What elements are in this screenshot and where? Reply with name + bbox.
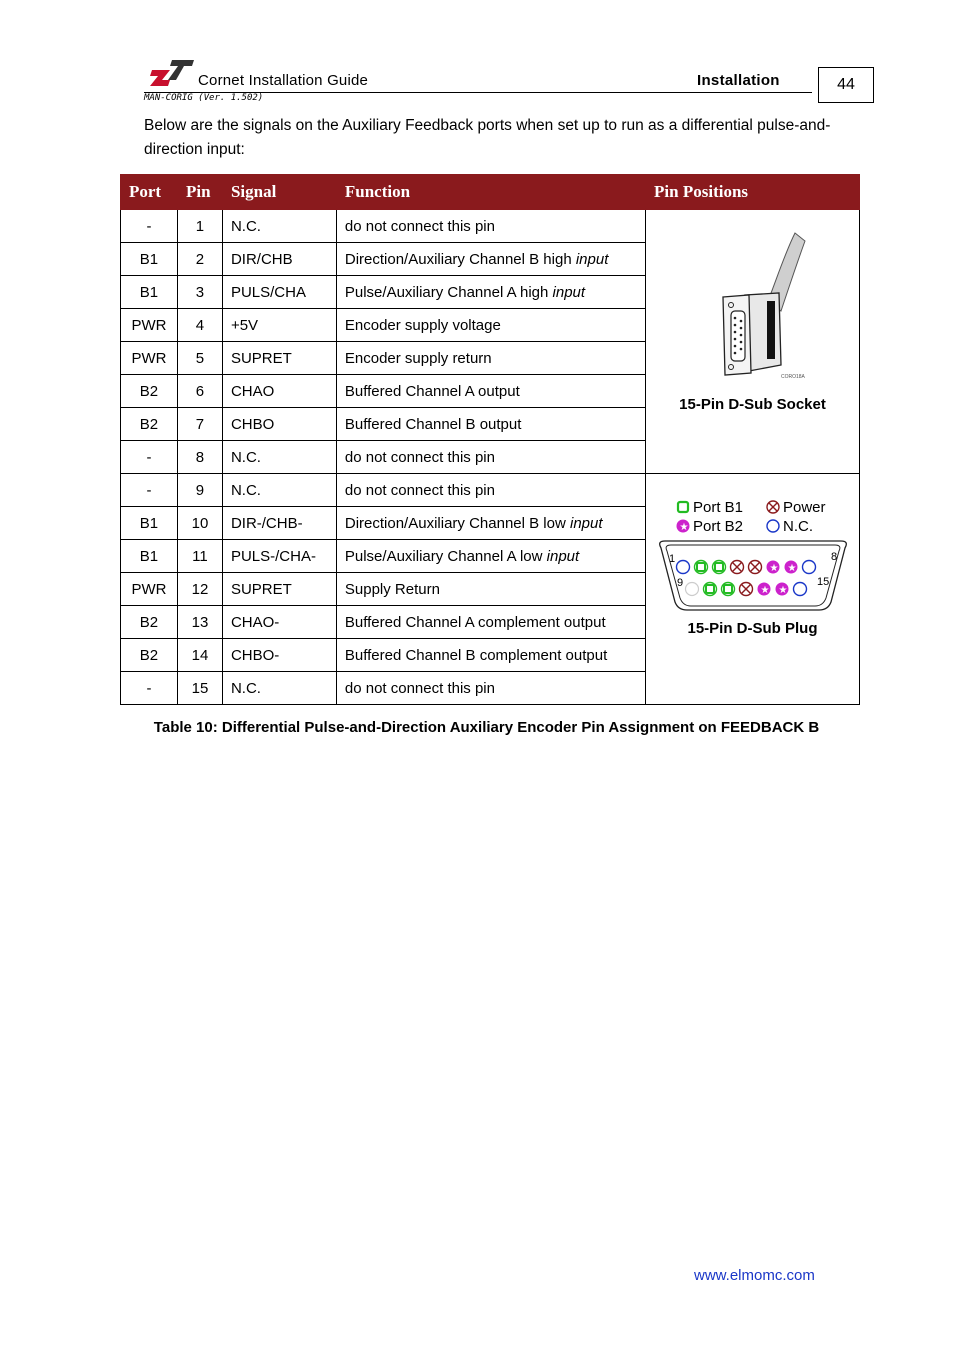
plug-label: 15-Pin D-Sub Plug [687,619,818,637]
cell-function: Buffered Channel A output [336,375,645,408]
cell-function: Buffered Channel B output [336,408,645,441]
column-header-signal: Signal [222,175,336,210]
plug-cell [646,474,860,705]
dsub-plug-pinout-icon [653,496,853,616]
cell-signal: N.C. [222,474,336,507]
cell-port: B2 [121,606,178,639]
cell-pin: 5 [177,342,222,375]
cell-signal: DIR/CHB [222,243,336,276]
cell-port: B1 [121,243,178,276]
cell-port: PWR [121,309,178,342]
pin-assignment-table [120,174,860,705]
cell-port: PWR [121,573,178,606]
svg-text:★: ★ [760,584,769,596]
cell-port: - [121,210,178,243]
svg-text:★: ★ [787,562,796,574]
cell-port: B2 [121,408,178,441]
cell-signal: CHBO- [222,639,336,672]
cell-pin: 12 [177,573,222,606]
cell-pin: 6 [177,375,222,408]
cell-function: Encoder supply voltage [336,309,645,342]
page-number: 44 [818,67,874,103]
cell-pin: 2 [177,243,222,276]
svg-text:★: ★ [778,584,787,596]
cell-pin: 9 [177,474,222,507]
intro-text: Below are the signals on the Auxiliary Feedback ports when set up to run as a differential pulse-and-direction input: [144,117,831,158]
socket-cell [646,210,860,474]
cell-function: do not connect this pin [336,441,645,474]
cell-pin: 8 [177,441,222,474]
cell-function: do not connect this pin [336,672,645,705]
legend-port-b1: Port B1 [692,498,743,516]
pin-label-8: 8 [830,550,837,563]
socket-image-code: CORO18A [780,373,805,380]
cell-port: - [121,672,178,705]
cell-pin: 3 [177,276,222,309]
pin-label-1: 1 [668,552,675,565]
column-header-port: Port [121,175,178,210]
cell-pin: 7 [177,408,222,441]
cell-port: PWR [121,342,178,375]
cell-signal: N.C. [222,441,336,474]
table-header-row [121,175,860,210]
cell-signal: +5V [222,309,336,342]
cell-pin: 1 [177,210,222,243]
doc-version: MAN-CORIG (Ver. 1.502) [144,93,264,103]
cell-pin: 11 [177,540,222,573]
cell-port: B2 [121,375,178,408]
cell-port: B1 [121,540,178,573]
cell-port: B1 [121,507,178,540]
cell-signal: PULS/CHA [222,276,336,309]
table-row [121,210,860,243]
cell-signal: N.C. [222,210,336,243]
table-row [121,474,860,507]
cell-pin: 14 [177,639,222,672]
elmo-logo-icon [148,58,194,88]
cell-pin: 10 [177,507,222,540]
cell-function: do not connect this pin [336,210,645,243]
cell-pin: 4 [177,309,222,342]
page-header [144,56,874,106]
cell-signal: N.C. [222,672,336,705]
svg-text:★: ★ [769,562,778,574]
socket-label: 15-Pin D-Sub Socket [679,395,826,413]
cell-signal: SUPRET [222,573,336,606]
column-header-pin-positions: Pin Positions [646,175,860,210]
cell-function: Pulse/Auxiliary Channel A low input [336,540,645,573]
cell-pin: 13 [177,606,222,639]
footer-website-link[interactable]: www.elmomc.com [694,1267,815,1284]
doc-title: Cornet Installation Guide [198,72,369,89]
cell-function: Direction/Auxiliary Channel B high input [336,243,645,276]
cell-port: - [121,474,178,507]
cell-function: Direction/Auxiliary Channel B low input [336,507,645,540]
cell-signal: SUPRET [222,342,336,375]
cell-function: Supply Return [336,573,645,606]
legend-port-b2: Port B2 [692,517,743,535]
pin-label-15: 15 [816,575,829,588]
column-header-pin: Pin [177,175,222,210]
section-name: Installation [697,72,780,89]
legend-power: Power [782,498,826,516]
cell-port: - [121,441,178,474]
cell-port: B1 [121,276,178,309]
cell-signal: CHAO- [222,606,336,639]
cell-function: Buffered Channel B complement output [336,639,645,672]
svg-text:★: ★ [679,521,688,533]
cell-signal: DIR-/CHB- [222,507,336,540]
cell-signal: CHBO [222,408,336,441]
column-header-function: Function [336,175,645,210]
cell-function: Encoder supply return [336,342,645,375]
table-caption: Table 10: Differential Pulse-and-Direction Auxiliary Encoder Pin Assignment on FEEDBACK B [153,719,820,736]
cell-function: Pulse/Auxiliary Channel A high input [336,276,645,309]
cell-function: Buffered Channel A complement output [336,606,645,639]
legend-nc: N.C. [782,517,813,535]
cell-signal: CHAO [222,375,336,408]
cell-signal: PULS-/CHA- [222,540,336,573]
cell-function: do not connect this pin [336,474,645,507]
cell-pin: 15 [177,672,222,705]
dsub-socket-icon [693,223,813,388]
cell-port: B2 [121,639,178,672]
pin-label-9: 9 [676,576,683,589]
